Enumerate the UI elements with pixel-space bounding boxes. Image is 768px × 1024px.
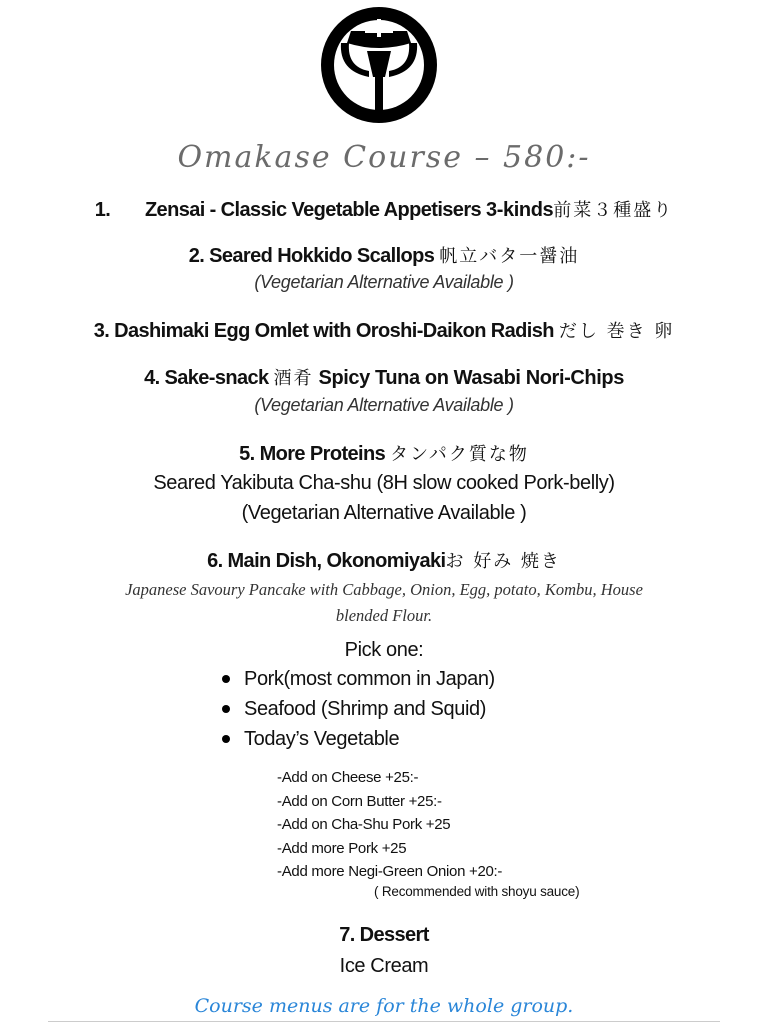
item-4-vegetarian-note: (Vegetarian Alternative Available ): [254, 395, 514, 415]
menu-item-6: [0, 547, 768, 573]
menu-item-5: [0, 440, 768, 466]
page-title: Omakase Course – 580:-: [177, 140, 591, 175]
bullet-icon: [222, 675, 230, 683]
item-4-name: 4. Sake-snack: [144, 367, 269, 389]
item-2-name: 2. Seared Hokkido Scallops: [188, 245, 435, 267]
item-1-japanese: 前菜３種盛り: [553, 200, 674, 221]
item-1-extra: 3-kinds: [486, 199, 554, 221]
item-6-pick-label: Pick one:: [344, 639, 424, 661]
item-5-description: Seared Yakibuta Cha-shu (8H slow cooked Pork-belly): [153, 472, 615, 494]
item-6-japanese: お 好み 焼き: [445, 551, 561, 572]
menu-item-2: [0, 242, 768, 268]
item-6-description-line-2: blended Flour.: [335, 606, 433, 625]
item-5-vegetarian-note: (Vegetarian Alternative Available ): [241, 502, 527, 524]
item-5-japanese: タンパク質な物: [390, 444, 529, 465]
restaurant-crest-logo: [319, 5, 439, 125]
bullet-icon: [222, 705, 230, 713]
menu-item-1: [0, 196, 768, 222]
footer-note: Course menus are for the whole group.: [194, 995, 574, 1017]
addon-line: -Add on Corn Butter +25:-: [277, 792, 442, 810]
item-1-name: Zensai - Classic Vegetable Appetisers: [144, 199, 482, 221]
item-6-description-line-1: Japanese Savoury Pancake with Cabbage, Onion, Egg, potato, Kombu, House: [125, 580, 643, 599]
item-3-name: 3. Dashimaki Egg Omlet with Oroshi-Daikon Radish: [93, 320, 554, 342]
item-6-addons: [277, 766, 502, 884]
item-6-options-list: [222, 664, 495, 754]
item-2-vegetarian-note: (Vegetarian Alternative Available ): [254, 272, 514, 292]
item-5-name: 5. More Proteins: [239, 443, 386, 465]
addon-recommendation-note: ( Recommended with shoyu sauce): [374, 884, 580, 899]
option-label: Pork(most common in Japan): [244, 667, 495, 690]
bullet-icon: [222, 735, 230, 743]
addon-line: -Add more Pork +25: [277, 839, 407, 857]
list-item: [222, 694, 495, 724]
option-label: Seafood (Shrimp and Squid): [244, 697, 486, 720]
list-item: [222, 664, 495, 694]
menu-item-3: [0, 317, 768, 343]
item-4-description: Spicy Tuna on Wasabi Nori-Chips: [318, 367, 624, 389]
menu-item-4: [0, 364, 768, 390]
list-item: [222, 724, 495, 754]
item-3-japanese: だし 巻き 卵: [558, 321, 675, 342]
bottom-divider: [48, 1021, 720, 1022]
option-label: Today’s Vegetable: [244, 727, 400, 750]
addon-line: -Add on Cheese +25:-: [277, 769, 419, 786]
item-2-japanese: 帆立バタ一醤油: [439, 246, 580, 267]
item-1-number: 1.: [94, 199, 111, 221]
item-7-description: Ice Cream: [339, 955, 429, 977]
item-4-japanese: 酒肴: [273, 368, 314, 389]
addon-line: -Add more Negi-Green Onion +20:-: [277, 863, 503, 880]
item-6-name: 6. Main Dish, Okonomiyaki: [207, 550, 446, 572]
addon-line: -Add on Cha-Shu Pork +25: [277, 816, 451, 833]
menu-item-7: 7. Dessert: [339, 924, 429, 946]
